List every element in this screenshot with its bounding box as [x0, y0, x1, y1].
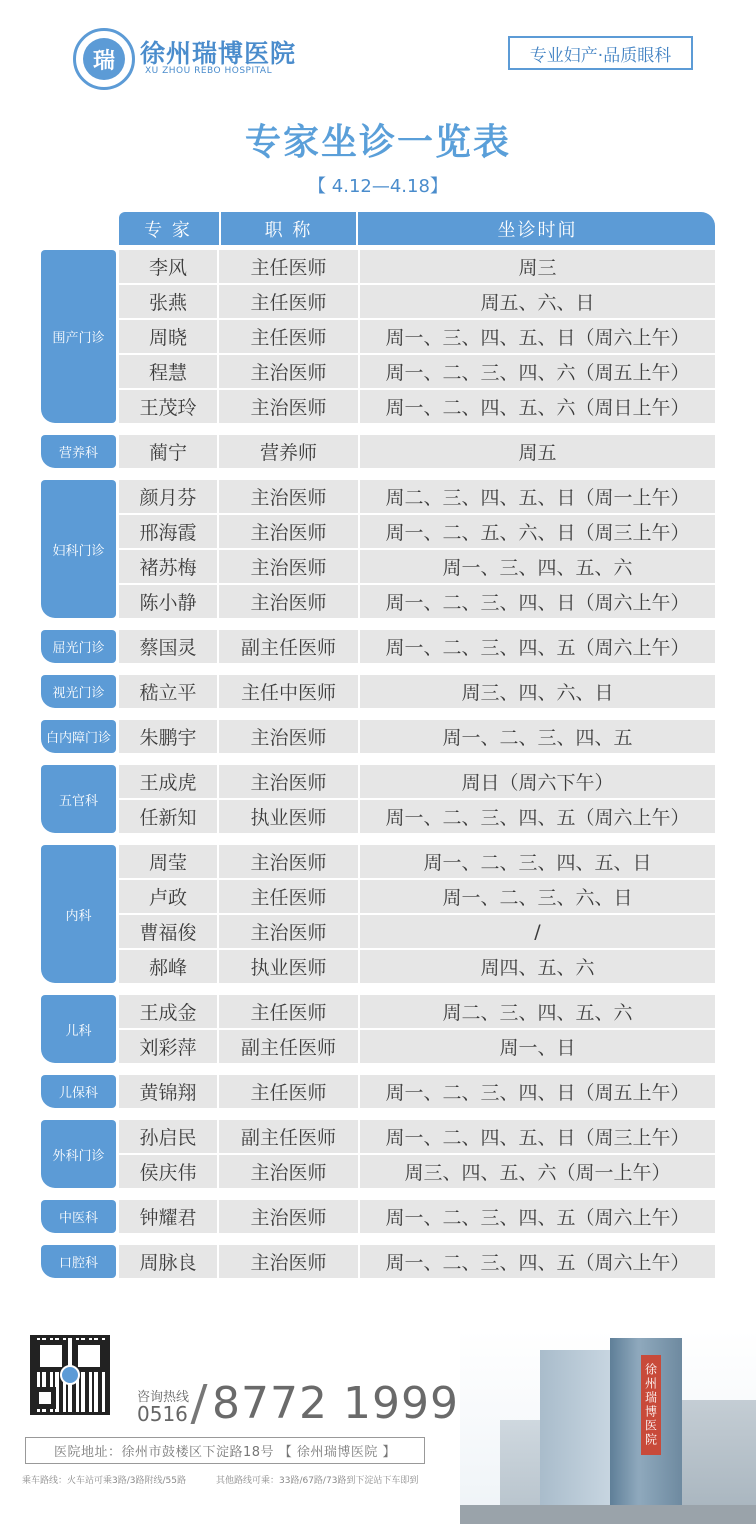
clinic-schedule: / — [534, 920, 541, 943]
doctor-name: 王成金 — [139, 1002, 197, 1024]
doctor-name: 陈小静 — [139, 592, 197, 614]
table-row — [119, 765, 715, 798]
date-range: 【 4.12—4.18】 — [308, 176, 448, 197]
doctor-title: 执业医师 — [250, 957, 327, 979]
department-label: 妇科门诊 — [41, 480, 116, 618]
table-row — [119, 285, 715, 318]
clinic-schedule: 周一、二、三、四、五 — [442, 727, 633, 749]
table-row — [119, 1030, 715, 1063]
clinic-schedule: 周一、二、三、四、六（周五上午） — [385, 362, 690, 384]
doctor-title: 主治医师 — [250, 1252, 327, 1274]
department-label: 屈光门诊 — [41, 630, 116, 663]
table-row — [119, 720, 715, 753]
column-header-expert: 专 家 — [144, 219, 192, 241]
area-code: 0516 — [137, 1402, 188, 1426]
building-ground — [460, 1505, 756, 1524]
doctor-name: 曹福俊 — [139, 922, 197, 944]
clinic-schedule: 周一、三、四、五、日（周六上午） — [385, 327, 690, 349]
doctor-name: 李风 — [148, 257, 187, 279]
department-label: 白内障门诊 — [41, 720, 116, 753]
department-label: 五官科 — [41, 765, 116, 833]
clinic-schedule: 周日（周六下午） — [461, 772, 614, 794]
clinic-schedule: 周一、三、四、五、六 — [442, 557, 633, 579]
table-row — [119, 390, 715, 423]
table-row — [119, 250, 715, 283]
doctor-title: 主治医师 — [250, 1207, 327, 1229]
table-row — [119, 630, 715, 663]
doctor-title: 主治医师 — [250, 727, 327, 749]
clinic-schedule: 周一、二、四、五、六（周日上午） — [385, 397, 690, 419]
clinic-schedule: 周一、二、三、四、日（周五上午） — [385, 1082, 690, 1104]
department-label: 营养科 — [41, 435, 116, 468]
doctor-name: 郝峰 — [148, 957, 187, 979]
table-row — [119, 1200, 715, 1233]
department-label: 儿保科 — [41, 1075, 116, 1108]
table-row — [119, 1245, 715, 1278]
clinic-schedule: 周五 — [518, 442, 557, 464]
doctor-name: 嵇立平 — [139, 682, 197, 704]
clinic-schedule: 周一、二、三、四、日（周六上午） — [385, 592, 690, 614]
doctor-name: 张燕 — [148, 292, 187, 314]
table-row — [119, 1075, 715, 1108]
doctor-name: 卢政 — [148, 887, 187, 909]
doctor-title: 主任中医师 — [240, 682, 336, 704]
doctor-title: 副主任医师 — [240, 1127, 336, 1149]
doctor-title: 主任医师 — [250, 887, 327, 909]
table-row — [119, 515, 715, 548]
clinic-schedule: 周一、二、三、四、五、日 — [423, 852, 652, 874]
doctor-title: 主任医师 — [250, 257, 327, 279]
doctor-title: 主治医师 — [250, 397, 327, 419]
logo-emblem-icon: 瑞 — [83, 38, 125, 80]
slogan-box: 专业妇产·品质眼科 — [508, 36, 693, 70]
transit-route-1: 乘车路线：火车站可乘3路/3路附线/55路 — [22, 1476, 186, 1486]
hotline-label: 咨询热线 — [137, 1390, 190, 1405]
doctor-title: 副主任医师 — [240, 1037, 336, 1059]
doctor-name: 颜月芬 — [139, 487, 197, 509]
department-label: 视光门诊 — [41, 675, 116, 708]
building-sign: 徐州瑞博医院 — [641, 1355, 661, 1455]
column-header-schedule: 坐诊时间 — [497, 219, 578, 241]
slash-divider — [191, 1384, 208, 1424]
qr-logo-icon — [60, 1365, 80, 1385]
clinic-schedule: 周一、二、三、四、五（周六上午） — [385, 807, 690, 829]
table-row — [119, 550, 715, 583]
doctor-name: 王茂玲 — [139, 397, 197, 419]
department-label: 外科门诊 — [41, 1120, 116, 1188]
qr-corner-icon — [34, 1387, 56, 1409]
doctor-title: 主治医师 — [250, 487, 327, 509]
table-row — [119, 845, 715, 878]
table-row — [119, 800, 715, 833]
doctor-name: 任新知 — [139, 807, 197, 829]
table-row — [119, 480, 715, 513]
doctor-title: 副主任医师 — [240, 637, 336, 659]
clinic-schedule: 周二、三、四、五、日（周一上午） — [385, 487, 690, 509]
building-side — [540, 1350, 612, 1524]
department-label: 内科 — [41, 845, 116, 983]
doctor-title: 主治医师 — [250, 1162, 327, 1184]
doctor-title: 主任医师 — [250, 292, 327, 314]
table-row — [119, 1155, 715, 1188]
clinic-schedule: 周一、二、五、六、日（周三上午） — [385, 522, 690, 544]
clinic-schedule: 周三、四、六、日 — [461, 682, 614, 704]
doctor-title: 营养师 — [259, 442, 317, 464]
table-row — [119, 435, 715, 468]
doctor-title: 主治医师 — [250, 772, 327, 794]
doctor-name: 邢海霞 — [139, 522, 197, 544]
doctor-title: 执业医师 — [250, 807, 327, 829]
doctor-title: 主任医师 — [250, 1082, 327, 1104]
doctor-name: 钟耀君 — [139, 1207, 197, 1229]
table-row — [119, 320, 715, 353]
doctor-title: 主任医师 — [250, 327, 327, 349]
table-row — [119, 585, 715, 618]
table-row — [119, 950, 715, 983]
page-title: 专家坐诊一览表 — [244, 122, 511, 163]
doctor-title: 主治医师 — [250, 852, 327, 874]
table-row — [119, 995, 715, 1028]
doctor-name: 孙启民 — [139, 1127, 197, 1149]
department-label: 儿科 — [41, 995, 116, 1063]
table-row — [119, 1120, 715, 1153]
table-header — [119, 212, 715, 245]
table-row — [119, 355, 715, 388]
doctor-name: 周晓 — [148, 327, 187, 349]
doctor-name: 侯庆伟 — [139, 1162, 197, 1184]
doctor-name: 王成虎 — [139, 772, 197, 794]
clinic-schedule: 周一、二、三、六、日 — [442, 887, 633, 909]
clinic-schedule: 周三、四、五、六（周一上午） — [404, 1162, 671, 1184]
doctor-title: 主治医师 — [250, 362, 327, 384]
clinic-schedule: 周二、三、四、五、六 — [442, 1002, 633, 1024]
doctor-name: 蔡国灵 — [139, 637, 197, 659]
department-label: 口腔科 — [41, 1245, 116, 1278]
doctor-name: 黄锦翔 — [139, 1082, 197, 1104]
hospital-name: 徐州瑞博医院 — [140, 39, 297, 68]
doctor-name: 朱鹏宇 — [139, 727, 197, 749]
column-header-title: 职 称 — [219, 212, 358, 245]
doctor-name: 周莹 — [148, 852, 187, 874]
doctor-name: 程慧 — [148, 362, 187, 384]
hospital-logo — [73, 28, 135, 90]
doctor-name: 刘彩萍 — [139, 1037, 197, 1059]
transit-route-2: 其他路线可乘：33路/67路/73路到下淀站下车即到 — [216, 1476, 419, 1486]
clinic-schedule: 周一、二、四、五、日（周三上午） — [385, 1127, 690, 1149]
hospital-name-en: XU ZHOU REBO HOSPITAL — [145, 66, 273, 76]
table-row — [119, 915, 715, 948]
hotline-number: 8772 1999 — [212, 1378, 459, 1429]
doctor-title: 主治医师 — [250, 557, 327, 579]
doctor-name: 蔺宁 — [148, 442, 187, 464]
hospital-address: 医院地址：徐州市鼓楼区下淀路18号 【 徐州瑞博医院 】 — [25, 1437, 425, 1464]
department-label: 围产门诊 — [41, 250, 116, 423]
table-row — [119, 880, 715, 913]
doctor-title: 主任医师 — [250, 1002, 327, 1024]
clinic-schedule: 周五、六、日 — [480, 292, 595, 314]
doctor-name: 褚苏梅 — [139, 557, 197, 579]
doctor-title: 主治医师 — [250, 922, 327, 944]
clinic-schedule: 周四、五、六 — [480, 957, 595, 979]
table-row — [119, 675, 715, 708]
clinic-schedule: 周三 — [518, 257, 557, 279]
clinic-schedule: 周一、二、三、四、五（周六上午） — [385, 637, 690, 659]
clinic-schedule: 周一、日 — [499, 1037, 576, 1059]
clinic-schedule: 周一、二、三、四、五（周六上午） — [385, 1207, 690, 1229]
hospital-building-image — [460, 1330, 756, 1524]
clinic-schedule: 周一、二、三、四、五（周六上午） — [385, 1252, 690, 1274]
doctor-name: 周脉良 — [139, 1252, 197, 1274]
department-label: 中医科 — [41, 1200, 116, 1233]
doctor-title: 主治医师 — [250, 592, 327, 614]
doctor-title: 主治医师 — [250, 522, 327, 544]
